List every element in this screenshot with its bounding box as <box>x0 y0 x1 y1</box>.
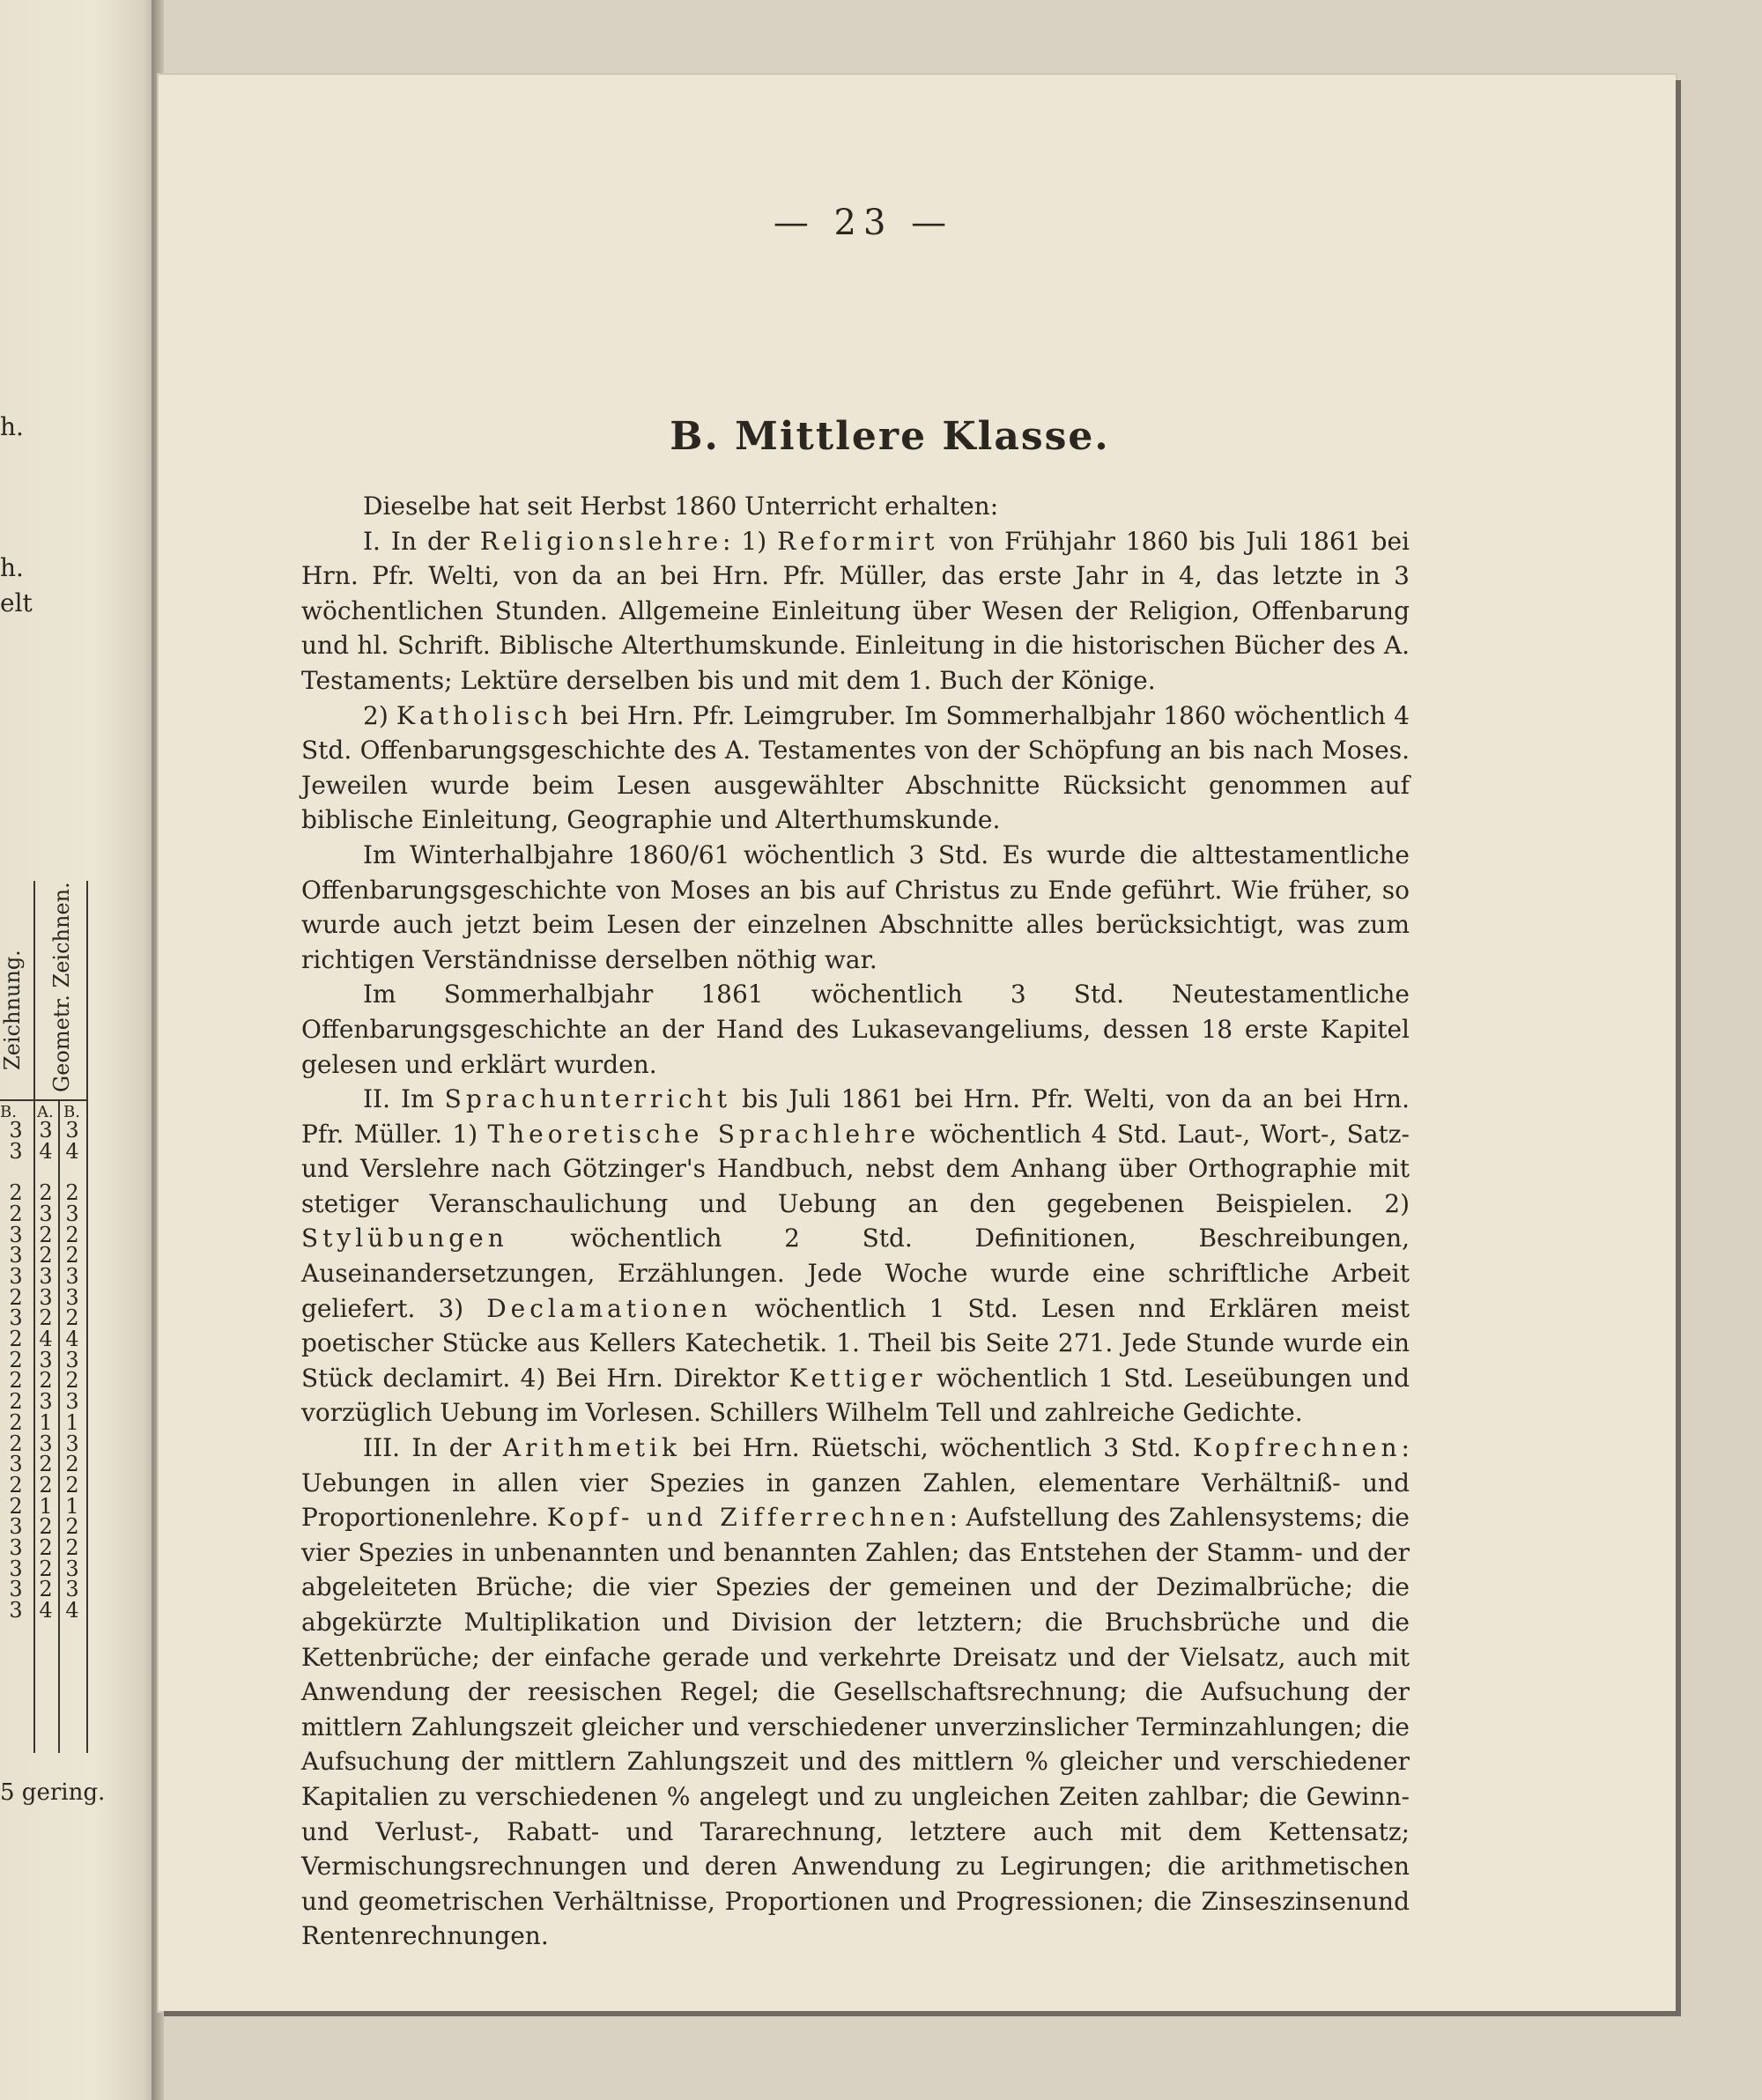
table-rule <box>0 1099 88 1101</box>
summer-paragraph: Im Sommerhalbjahr 1861 wöchentlich 3 Std. Neutestamentliche Offenbarungsgeschichte an der Hand des Lukasevangeliums, dessen 18 erste Kapitel gelesen und erklärt wurden. <box>301 980 1410 1079</box>
table-cell: 3 <box>65 1556 79 1581</box>
table-column-3 <box>63 1120 81 1622</box>
language-paragraph <box>301 1082 1410 1431</box>
table-cell: 2 <box>65 1514 79 1540</box>
left-facing-page <box>0 0 157 2100</box>
arithmetic-text: bei Hrn. Rüetschi, wöchentlich 3 Std. <box>680 1433 1193 1463</box>
table-cell: 3 <box>9 1535 23 1561</box>
style-label: Stylübungen <box>301 1224 508 1253</box>
table-cell: 3 <box>9 1452 23 1477</box>
table-cell: 4 <box>39 1327 53 1352</box>
religion-subject: Religionslehre <box>479 526 723 556</box>
grammar-label: Theoretische Sprachlehre <box>487 1119 921 1149</box>
table-cell: 2 <box>39 1556 53 1581</box>
table-cell: 2 <box>65 1222 79 1247</box>
language-text: bis Juli 1861 bei Hrn. Pfr. Welti, von da an bei Hrn. Pfr. Müller. 1) <box>301 1084 1410 1149</box>
arithmetic-text: : Uebungen in allen vier Spezies in ganzen Zahlen, elementare Verhältniß- und Proportionenlehre. <box>301 1433 1410 1533</box>
arithmetic-lead: III. In der <box>363 1433 503 1463</box>
table-cell: 3 <box>9 1263 23 1289</box>
table-cell: 3 <box>39 1284 53 1310</box>
language-text: wöchentlich 4 Std. Laut-, Wort-, Satz- und Verslehre nach Götzinger's Handbuch, nebst dem Anhang über Orthographie mit stetiger Veranschaulichung und Uebung an den gegebenen Beispielen. 2) <box>301 1119 1410 1218</box>
arithmetic-paragraph <box>301 1431 1410 1954</box>
table-cell: 3 <box>65 1118 79 1142</box>
column-header-geometry: Geometr. Zeichnen. <box>49 882 74 1092</box>
table-cell: 2 <box>9 1493 23 1519</box>
sub-header-b: B. <box>63 1103 80 1121</box>
table-cell: 3 <box>9 1118 23 1142</box>
language-text: wöchentlich 1 Std. Lesen nnd Erklären meist poetischer Stücke aus Kellers Katechetik. 1. Theil bis Seite 271. Jede Stunde wurde ein Stück declamirt. 4) Bei Hrn. Direktor <box>301 1293 1410 1393</box>
table-cell: 1 <box>39 1409 53 1435</box>
arithmetic-text: : Aufstellung des Zahlensystems; die vier Spezies in unbenannten und benannten Zahlen; das Entstehen der Stamm- und der abgeleiteten Brüche; die vier Spezies der gemeinen und der Dezimalbrüche; die abgekürzte Multiplikation und Division der letztern; die Bruchsbrüche und die Kettenbrüche; der einfache gerade und verkehrte Dreisatz und der Vielsatz, auch mit Anwendung der reesischen Regel; die Gesellschaftsrechnung; die Aufsuchung der mittlern Zahlungszeit gleicher und verschiedener unverzinslicher Terminzahlungen; die Aufsuchung der mittlern Zahlungszeit und des mittlern % gleicher und verschiedener Kapitalien zu verschiedenen % angelegt und zu ungleichen Zeiten zahlbar; die Gewinn- und Verlust-, Rabatt- und Tararechnung, letztere auch mit dem Kettensatz; Vermischungsrechnungen und deren Anwendung zu Legirungen; die arithmetischen und geometrischen Verhältnisse, Proportionen und Progressionen; die Zinseszinsenund Rentenrechnungen. <box>301 1503 1410 1951</box>
mental-arithmetic-label: Kopfrechnen <box>1192 1433 1402 1463</box>
table-cell: 4 <box>65 1327 79 1352</box>
table-cell: 2 <box>9 1368 23 1394</box>
table-cell: 2 <box>39 1180 53 1206</box>
table-cell: 2 <box>39 1452 53 1477</box>
religion-lead: I. In der <box>363 526 480 556</box>
religion-text: von Frühjahr 1860 bis Juli 1861 bei Hrn. Pfr. Welti, von da an bei Hrn. Pfr. Müller, das erste Jahr in 4, das letzte in 3 wöchentlichen Stunden. Allgemeine Einleitung über Wesen der Religion, Offenbarung und hl. Schrift. Biblische Alterthumskunde. Einleitung in die historischen Bücher des A. Testaments; Lektüre derselben bis und mit dem 1. Buch der Könige. <box>301 526 1410 695</box>
table-cell: 4 <box>39 1138 53 1164</box>
table-rule <box>86 881 88 1753</box>
left-page-table <box>0 881 97 1753</box>
catholic-lead: 2) <box>363 700 397 730</box>
written-arithmetic-label: Kopf- und Zifferrechnen <box>546 1503 950 1533</box>
table-cell: 2 <box>9 1409 23 1435</box>
table-cell: 3 <box>65 1263 79 1289</box>
table-cell: 3 <box>65 1347 79 1372</box>
table-cell: 2 <box>65 1180 79 1206</box>
table-cell: 1 <box>65 1493 79 1519</box>
winter-paragraph: Im Winterhalbjahre 1860/61 wöchentlich 3 Std. Es wurde die alttestamentliche Offenbarungsgeschichte von Moses an bis auf Christus zu Ende geführt. Wie früher, so wurde auch jetzt beim Lesen der einzelnen Abschnitte alles berücksichtigt, was zum richtigen Verständnisse derselben nöthig war. <box>301 839 1410 974</box>
table-cell: 3 <box>9 1243 23 1268</box>
table-cell: 2 <box>39 1243 53 1268</box>
table-cell: 1 <box>65 1409 79 1435</box>
arithmetic-subject: Arithmetik <box>502 1433 681 1463</box>
left-fragment-2: h. <box>0 553 24 582</box>
table-cell: 3 <box>9 1138 23 1164</box>
religion-text: : 1) <box>722 526 778 556</box>
intro-paragraph: Dieselbe hat seit Herbst 1860 Unterricht erhalten: <box>363 492 999 521</box>
language-subject: Sprachunterricht <box>444 1084 732 1114</box>
table-cell: 1 <box>39 1493 53 1519</box>
table-cell: 2 <box>39 1368 53 1394</box>
table-rule <box>33 881 35 1753</box>
table-cell: 3 <box>65 1577 79 1602</box>
table-rule <box>58 1101 60 1753</box>
table-cell: 3 <box>9 1598 23 1623</box>
sub-header-a: A. <box>37 1103 54 1121</box>
table-cell: 4 <box>65 1598 79 1623</box>
catholic-text: bei Hrn. Pfr. Leimgruber. Im Sommerhalbjahr 1860 wöchentlich 4 Std. Offenbarungsgeschichte des A. Testamentes von der Schöpfung an bis nach Moses. Jeweilen wurde beim Lesen ausgewählter Abschnitte Rücksicht genommen auf biblische Einleitung, Geographie und Alterthumskunde. <box>301 700 1410 835</box>
table-cell: 4 <box>39 1598 53 1623</box>
table-cell: 3 <box>39 1263 53 1289</box>
table-cell: 2 <box>39 1514 53 1540</box>
table-cell: 3 <box>65 1284 79 1310</box>
body-text <box>301 489 1410 1954</box>
table-cell: 3 <box>9 1556 23 1581</box>
table-cell: 2 <box>9 1431 23 1456</box>
table-cell: 2 <box>39 1577 53 1602</box>
reformed-label: Reformirt <box>777 526 939 556</box>
table-cell: 2 <box>39 1222 53 1247</box>
table-cell: 3 <box>9 1514 23 1540</box>
table-cell: 2 <box>9 1389 23 1415</box>
table-cell: 2 <box>65 1305 79 1331</box>
table-cell: 2 <box>9 1180 23 1206</box>
left-fragment-3: elt <box>0 588 33 617</box>
table-cell: 3 <box>39 1347 53 1372</box>
table-cell: 2 <box>39 1305 53 1331</box>
table-cell: 3 <box>65 1431 79 1456</box>
table-cell: 3 <box>39 1389 53 1415</box>
column-header-drawing: Zeichnung. <box>0 950 25 1070</box>
language-text: wöchentlich 1 Std. Leseübungen und vorzüglich Uebung im Vorlesen. Schillers Wilhelm Tell und zahlreiche Gedichte. <box>301 1363 1410 1428</box>
table-cell: 4 <box>65 1138 79 1164</box>
left-footer-note: 5 gering. <box>0 1779 106 1806</box>
catholic-paragraph <box>301 699 1410 838</box>
table-cell: 2 <box>65 1535 79 1561</box>
sub-header-b: B. <box>0 1103 17 1121</box>
table-cell: 2 <box>9 1201 23 1226</box>
table-cell: 2 <box>65 1452 79 1477</box>
table-cell: 2 <box>65 1368 79 1394</box>
table-cell: 2 <box>9 1327 23 1352</box>
kettiger-label: Kettiger <box>788 1363 927 1393</box>
table-cell: 3 <box>39 1431 53 1456</box>
table-cell: 2 <box>9 1347 23 1372</box>
table-cell: 2 <box>9 1284 23 1310</box>
page-number: — 23 — <box>773 203 954 243</box>
language-lead: II. Im <box>363 1084 445 1114</box>
language-text: wöchentlich 2 Std. Definitionen, Beschreibungen, Auseinandersetzungen, Erzählungen. Jede Woche wurde eine schriftliche Arbeit geliefert. 3) <box>301 1224 1410 1323</box>
table-cell: 2 <box>39 1535 53 1561</box>
left-fragment-1: h. <box>0 412 24 441</box>
table-cell: 3 <box>9 1305 23 1331</box>
table-cell: 2 <box>65 1243 79 1268</box>
table-cell: 3 <box>39 1118 53 1142</box>
table-cell: 3 <box>9 1222 23 1247</box>
section-title: B. Mittlere Klasse. <box>670 414 1110 459</box>
table-cell: 3 <box>65 1201 79 1226</box>
table-cell: 3 <box>39 1201 53 1226</box>
declamation-label: Declamationen <box>486 1293 732 1323</box>
table-cell: 3 <box>9 1577 23 1602</box>
table-cell: 2 <box>39 1472 53 1497</box>
table-column-1 <box>7 1120 25 1622</box>
table-cell: 3 <box>65 1389 79 1415</box>
table-cell: 2 <box>9 1472 23 1497</box>
religion-paragraph <box>301 524 1410 699</box>
table-cell: 2 <box>65 1472 79 1497</box>
table-column-2 <box>37 1120 55 1622</box>
catholic-label: Katholisch <box>396 700 573 730</box>
